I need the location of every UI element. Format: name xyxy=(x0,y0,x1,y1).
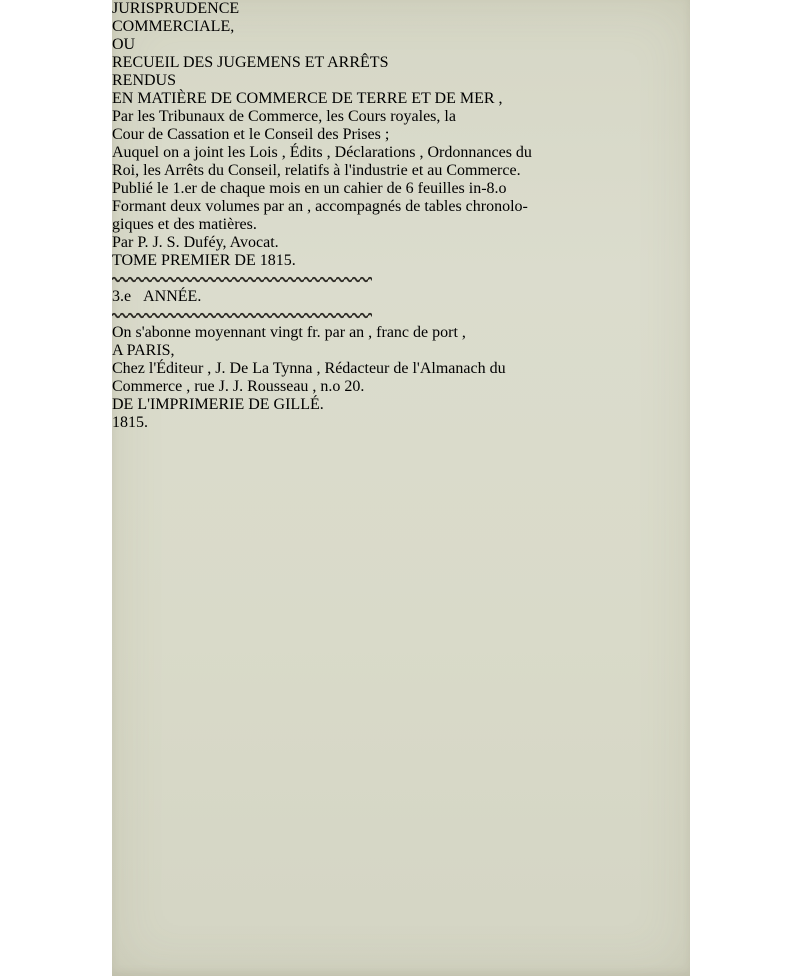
publie-text: de chaque mois en un cahier de 6 feuilles in-8. xyxy=(196,180,499,197)
auquel-line2: Roi, les Arrêts du Conseil, relatifs à l'industrie et au Commerce. xyxy=(112,162,521,179)
publisher-line1 xyxy=(112,360,690,378)
publisher-line2 xyxy=(112,378,690,396)
publisher-role-italic: Commerce xyxy=(112,378,183,395)
year-line: 1815. xyxy=(112,414,148,431)
publisher-text: , rue J. J. Rousseau , n. xyxy=(182,378,333,395)
auquel-line1: Auquel on a joint les Lois , Édits , Déclarations , Ordonnances du xyxy=(112,144,532,161)
publie-superscript-o: o xyxy=(498,180,507,197)
publisher-role-italic: Rédacteur de l'Almanach du xyxy=(324,360,506,377)
publisher-text: 20. xyxy=(340,378,365,395)
tribunaux-line1: Par les Tribunaux de Commerce, les Cours royales, la xyxy=(112,108,456,125)
author-line: Par P. J. S. Duféy, Avocat. xyxy=(112,234,279,251)
abonne-text: par an , franc de port , xyxy=(320,324,466,341)
publie-superscript-er: er xyxy=(184,180,197,197)
tome-line: TOME PREMIER DE 1815. xyxy=(112,252,296,269)
wavy-rule-bottom xyxy=(112,306,690,324)
main-title-line2: COMMERCIALE, xyxy=(112,18,235,35)
wavy-rule-graphic xyxy=(112,275,372,283)
subtitle: RECUEIL DES JUGEMENS ET ARRÊTS xyxy=(112,54,389,71)
matiere-line: EN MATIÈRE DE COMMERCE DE TERRE ET DE MER , xyxy=(112,90,503,107)
publisher-name-smallcaps: De La Tynna xyxy=(229,360,313,377)
paris-line: A PARIS, xyxy=(112,342,175,359)
numero-superscript: o xyxy=(332,378,341,395)
connector-word: OU xyxy=(112,36,136,53)
abonne-price-italic: vingt fr. xyxy=(269,324,321,341)
formant-line2: giques et des matières. xyxy=(112,216,257,233)
wavy-rule-top xyxy=(112,270,690,288)
wavy-rule-graphic xyxy=(112,311,372,319)
annee-label: ANNÉE. xyxy=(143,288,202,305)
subscription-line xyxy=(112,324,690,342)
publisher-text: Chez l'Éditeur , J. xyxy=(112,360,230,377)
abonne-text: moyennant xyxy=(190,324,270,341)
formant-line1: Formant deux volumes par an , accompagnés de tables chronolo- xyxy=(112,198,528,215)
annee-line xyxy=(112,288,690,306)
annee-number: 3. xyxy=(112,288,124,305)
publie-line xyxy=(112,180,690,198)
annee-superscript: e xyxy=(124,288,132,305)
publie-text: Publié le 1. xyxy=(112,180,185,197)
publisher-text: , xyxy=(312,360,325,377)
book-title-page xyxy=(112,0,690,976)
rendus-line: RENDUS xyxy=(112,72,177,89)
main-title: JURISPRUDENCE xyxy=(112,0,240,17)
printer-line: DE L'IMPRIMERIE DE GILLÉ. xyxy=(112,396,324,413)
abonne-smallcaps: On s'abonne xyxy=(112,324,191,341)
tribunaux-line2: Cour de Cassation et le Conseil des Prises ; xyxy=(112,126,390,143)
